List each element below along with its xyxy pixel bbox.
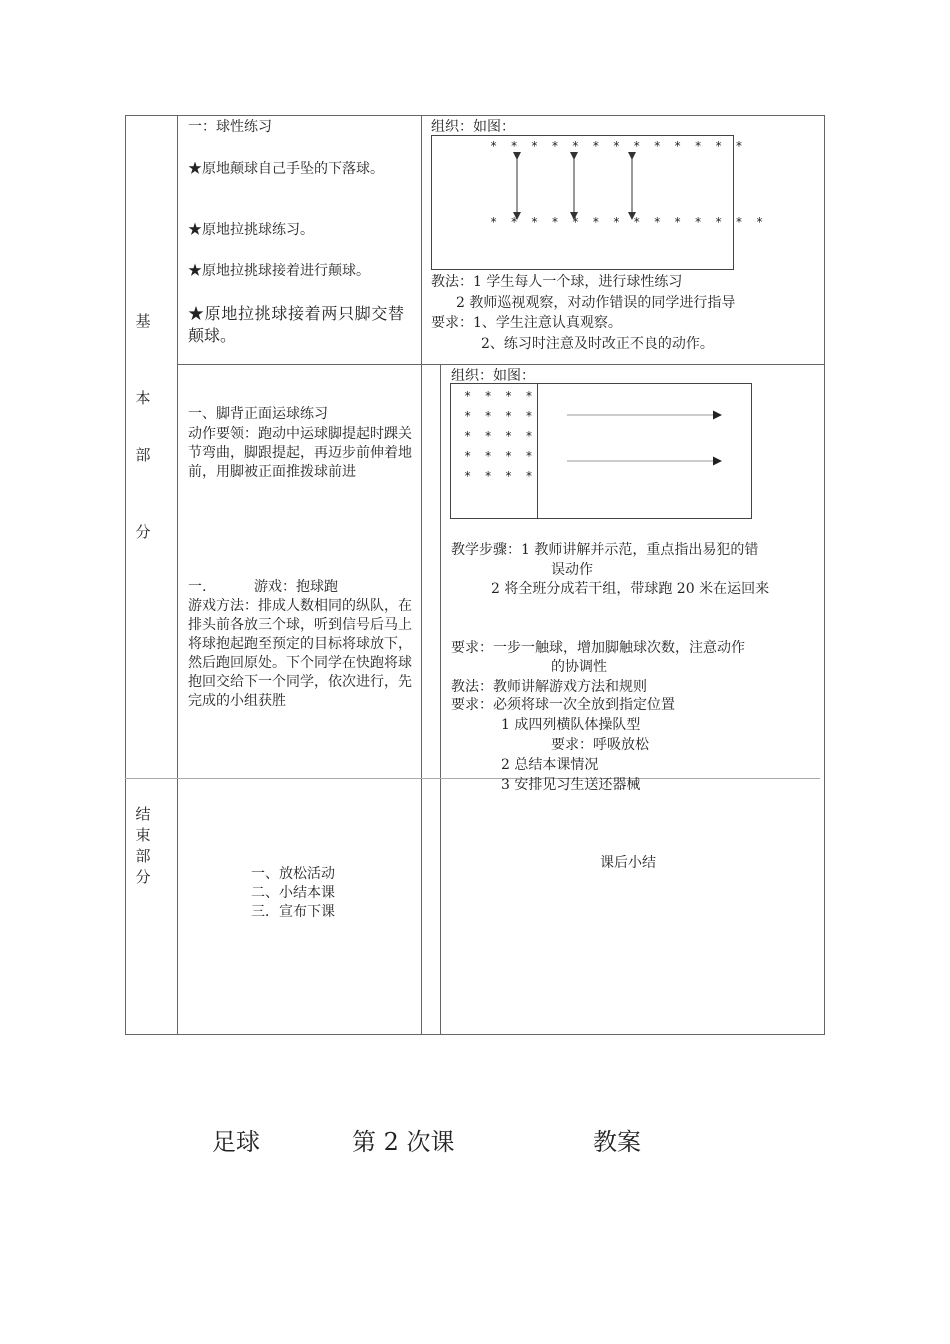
end-item-2: 二、小结本课 xyxy=(251,885,335,901)
footer-doc-type: 教案 xyxy=(593,1128,641,1156)
section1-req-1: 要求：1、学生注意认真观察。 xyxy=(431,315,622,331)
section1-req-2: 2、练习时注意及时改正不良的动作。 xyxy=(481,336,714,352)
side-label-char: 部 xyxy=(135,847,151,865)
section2-step-1b: 误动作 xyxy=(551,562,593,578)
section2-org-label: 组织：如图： xyxy=(451,368,535,384)
game-method: 游戏方法：排成人数相同的纵队，在排头前各放三个球，听到信号后马上将球抱起跑至预定的目标将球放下，然后跑回原处。下个同学在快跑将球抱回交给下一个同学，依次进行，先完成的小组获胜 xyxy=(188,598,412,709)
end-item-3: 三．宣布下课 xyxy=(251,904,335,920)
star-row: * * * * xyxy=(464,469,536,483)
section2-req-a: 要求：一步一触球，增加脚触球次数，注意动作 xyxy=(451,640,745,656)
game-number: 一. xyxy=(188,579,207,595)
formation-diagram-1 xyxy=(431,135,767,270)
section1-method-2: 2 教师巡视观察，对动作错误的同学进行指导 xyxy=(456,295,736,311)
side-label-char: 分 xyxy=(135,868,151,886)
section1-item-4: ★原地拉挑球接着两只脚交替颠球。 xyxy=(188,304,404,345)
section2-req-b: 的协调性 xyxy=(551,659,607,675)
row-divider-2 xyxy=(125,778,820,779)
section1-org-label: 组织：如图： xyxy=(431,119,515,135)
star-row: * * * * xyxy=(464,449,536,463)
footer-subject: 足球 xyxy=(212,1128,260,1156)
double-arrows xyxy=(432,136,735,271)
table-right-border xyxy=(824,115,825,1035)
side-label-char: 分 xyxy=(135,523,151,541)
column-divider-1 xyxy=(177,115,178,1035)
column-divider-3 xyxy=(440,364,441,1035)
side-label-char: 部 xyxy=(135,446,151,464)
side-label-char: 束 xyxy=(135,826,151,844)
table-left-border xyxy=(125,115,126,1035)
table-bottom-border xyxy=(125,1034,825,1035)
side-label-char: 基 xyxy=(135,312,151,330)
end-item-1: 一、放松活动 xyxy=(251,866,335,882)
section2-arrange: 3 安排见习生送还器械 xyxy=(501,777,641,793)
section1-title: 一：球性练习 xyxy=(188,119,272,135)
section2-summary: 2 总结本课情况 xyxy=(501,757,599,773)
dribble-arrows xyxy=(451,384,753,520)
star-row: * * * * xyxy=(464,409,536,423)
section2-step-2: 2 将全班分成若干组，带球跑 20 米在运回来 xyxy=(491,581,770,597)
side-label-char: 结 xyxy=(135,805,151,823)
star-row: * * * * xyxy=(464,389,536,403)
game-title: 游戏：抱球跑 xyxy=(254,579,338,595)
star-row-top: * * * * * * * * * * * * * xyxy=(490,139,746,153)
table-top-border xyxy=(125,115,825,116)
section1-item-1: ★原地颠球自己手坠的下落球。 xyxy=(188,161,384,177)
section2-step-1a: 教学步骤：1 教师讲解并示范，重点指出易犯的错 xyxy=(451,542,759,558)
section2-formation: 1 成四列横队体操队型 xyxy=(501,717,641,733)
after-class-summary: 课后小结 xyxy=(600,855,656,871)
star-row-bottom: * * * * * * * * * * * * * * xyxy=(490,215,767,229)
section2-method: 教法：教师讲解游戏方法和规则 xyxy=(451,679,647,695)
section2-essentials: 动作要领：跑动中运球脚提起时踝关节弯曲，脚跟提起，再迈步前伸着地前，用脚被正面推拨球前进 xyxy=(188,426,412,480)
section2-req-2: 要求：必须将球一次全放到指定位置 xyxy=(451,697,675,713)
footer-lesson: 第 2 次课 xyxy=(352,1128,455,1156)
side-label-char: 本 xyxy=(135,389,151,407)
formation-diagram-2 xyxy=(450,383,752,519)
section1-method-1: 教法：1 学生每人一个球，进行球性练习 xyxy=(431,274,683,290)
column-divider-2 xyxy=(421,115,422,1035)
section1-item-2: ★原地拉挑球练习。 xyxy=(188,222,314,238)
star-row: * * * * xyxy=(464,429,536,443)
section2-title: 一、脚背正面运球练习 xyxy=(188,406,328,422)
section1-item-3: ★原地拉挑球接着进行颠球。 xyxy=(188,263,370,279)
row-divider-1 xyxy=(177,364,825,365)
section2-req-3: 要求：呼吸放松 xyxy=(551,737,649,753)
